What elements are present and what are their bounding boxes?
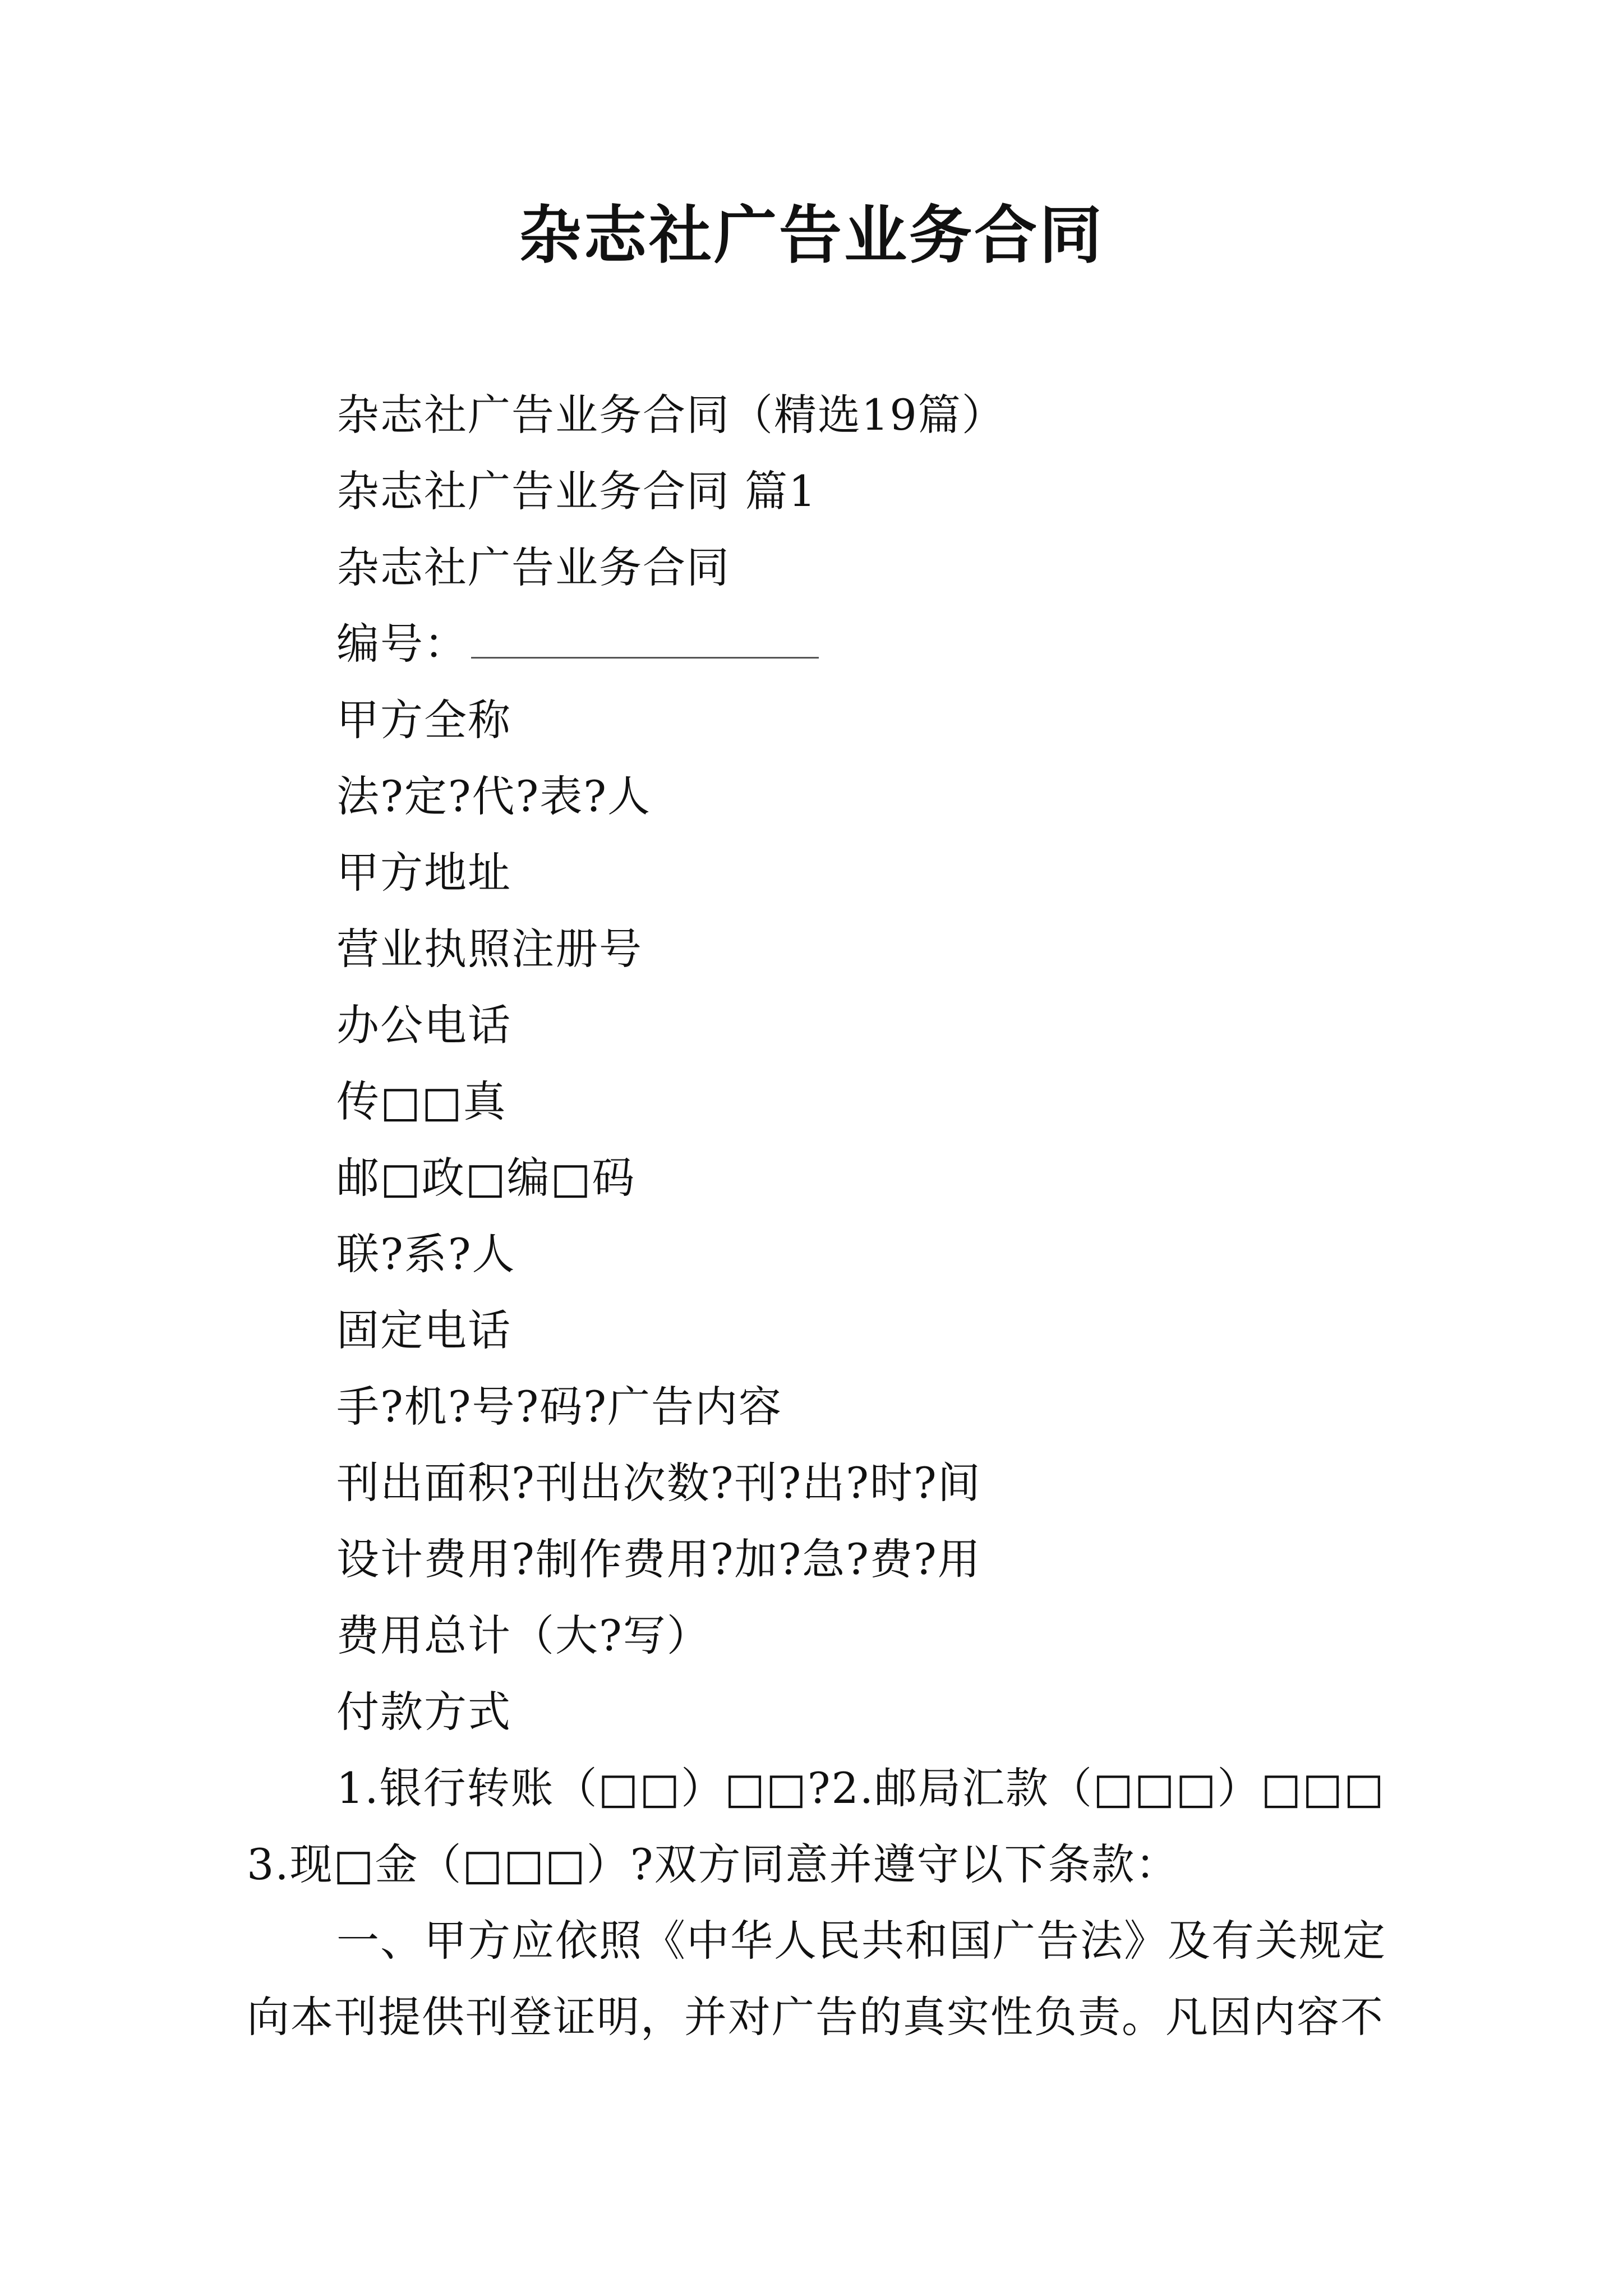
contract-number-label: 编号：: [336, 619, 468, 669]
office-phone-line: 办公电话: [336, 1000, 511, 1050]
clause-1-line-2: 向本刊提供刊登证明，并对广告的真实性负责。凡因内容不: [247, 1992, 1384, 2042]
publication-details-line: 刊出面积?刊出次数?刊?出?时?间: [336, 1458, 981, 1508]
contract-name-line: 杂志社广告业务合同: [336, 542, 730, 592]
collection-heading: 杂志社广告业务合同（精选19篇）: [336, 390, 1006, 440]
payment-method-line: 付款方式: [336, 1687, 511, 1737]
party-a-name-line: 甲方全称: [336, 695, 511, 745]
total-fee-line: 费用总计（大?写）: [336, 1611, 711, 1660]
legal-representative-line: 法?定?代?表?人: [336, 771, 651, 821]
party-a-address-line: 甲方地址: [336, 848, 511, 898]
clause-1-line-1: 一、甲方应依照《中华人民共和国广告法》及有关规定: [336, 1916, 1386, 1966]
document-title: 杂志社广告业务合同: [519, 199, 1104, 272]
section-heading: 杂志社广告业务合同 篇1: [336, 466, 817, 516]
contract-number-blank: [471, 623, 819, 659]
payment-options-line: 1.银行转账（□□）□□?2.邮局汇款（□□□）□□□: [336, 1763, 1385, 1813]
business-license-line: 营业执照注册号: [336, 924, 643, 974]
cash-and-terms-line: 3.现□金（□□□）?双方同意并遵守以下条款：: [247, 1839, 1179, 1889]
fees-line: 设计费用?制作费用?加?急?费?用: [336, 1534, 981, 1584]
landline-line: 固定电话: [336, 1305, 511, 1355]
fax-line: 传□□真: [336, 1076, 507, 1126]
contact-person-line: 联?系?人: [336, 1229, 516, 1279]
mobile-ad-content-line: 手?机?号?码?广告内容: [336, 1382, 782, 1432]
contract-number-line: [336, 616, 819, 672]
postal-code-line: 邮□政□编□码: [336, 1153, 636, 1203]
